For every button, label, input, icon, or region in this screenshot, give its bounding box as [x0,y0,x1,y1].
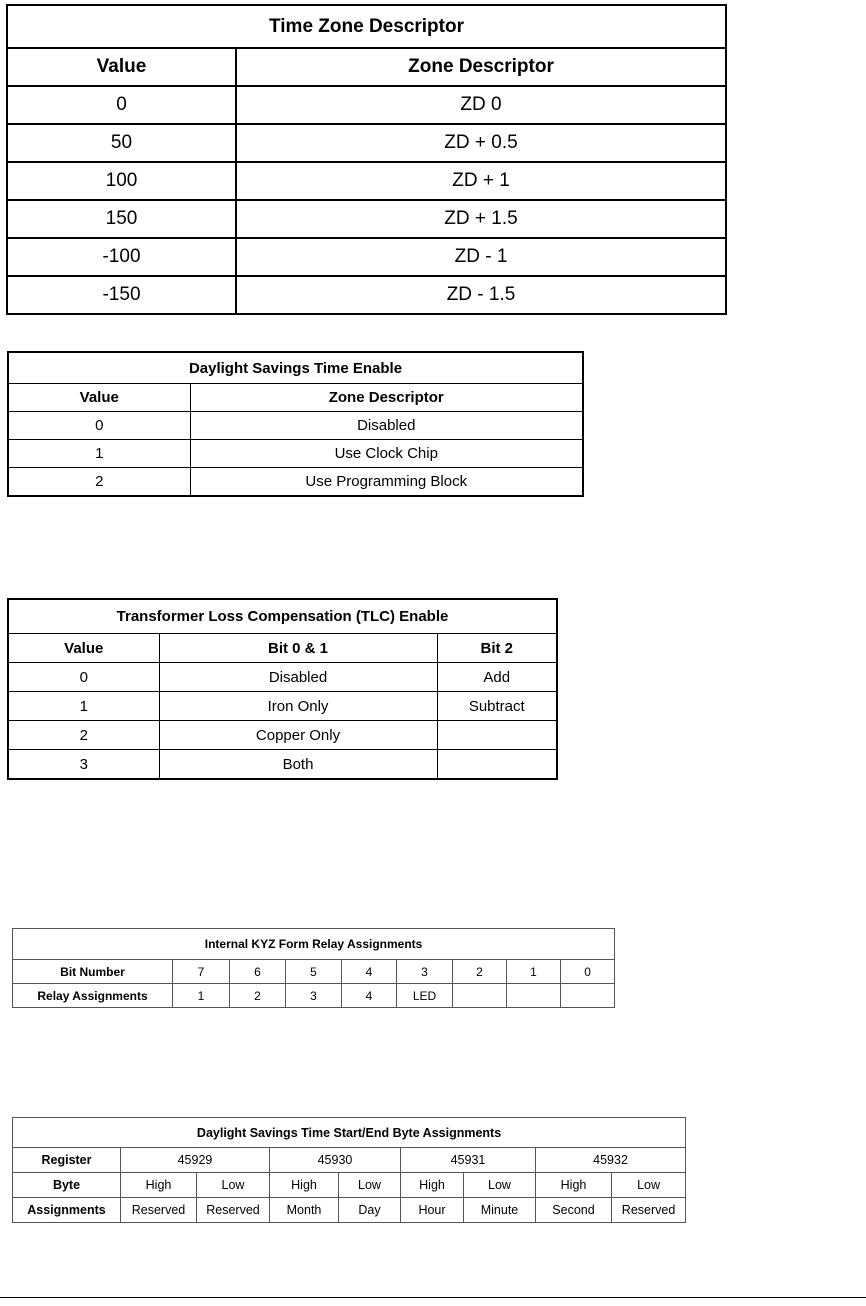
bit2-cell [437,750,557,780]
table-title: Internal KYZ Form Relay Assignments [13,929,615,960]
bit01-cell: Copper Only [159,721,437,750]
assignment-cell: 1 [173,984,230,1008]
bit-cell: 7 [173,960,230,984]
column-header: Value [7,48,236,86]
assignment-cell [453,984,507,1008]
byte-cell: Low [464,1173,536,1198]
value-cell: 0 [8,663,159,692]
table-row [8,412,583,440]
table-row [8,440,583,468]
register-cell: 45930 [270,1148,401,1173]
bit01-cell: Both [159,750,437,780]
tlc-enable-table [7,598,558,780]
table-title: Transformer Loss Compensation (TLC) Enable [8,599,557,634]
descriptor-cell: ZD + 1 [236,162,726,200]
value-cell: 1 [8,440,190,468]
bit2-cell [437,721,557,750]
table-row [7,162,726,200]
value-cell: 0 [7,86,236,124]
value-cell: 3 [8,750,159,780]
bit2-cell: Subtract [437,692,557,721]
column-header: Zone Descriptor [190,384,583,412]
register-cell: 45931 [401,1148,536,1173]
table-row [7,200,726,238]
table-row [8,692,557,721]
bit2-cell: Add [437,663,557,692]
descriptor-cell: ZD - 1 [236,238,726,276]
bit-cell: 6 [230,960,286,984]
column-header: Value [8,634,159,663]
assignment-cell: Minute [464,1198,536,1223]
value-cell: 150 [7,200,236,238]
table-title: Daylight Savings Time Enable [8,352,583,384]
assignment-cell: Second [536,1198,612,1223]
assignment-cell [561,984,615,1008]
row-header: Byte [13,1173,121,1198]
value-cell: -100 [7,238,236,276]
descriptor-cell: ZD - 1.5 [236,276,726,314]
time-zone-descriptor-table [6,4,727,315]
dst-byte-assignments-table [12,1117,686,1223]
assignment-cell: Month [270,1198,339,1223]
assignment-cell [507,984,561,1008]
value-cell: 2 [8,721,159,750]
column-header: Bit 2 [437,634,557,663]
byte-cell: High [121,1173,197,1198]
bit-cell: 2 [453,960,507,984]
descriptor-cell: Use Programming Block [190,468,583,497]
assignment-cell: Day [339,1198,401,1223]
descriptor-cell: ZD + 0.5 [236,124,726,162]
value-cell: 0 [8,412,190,440]
table-row [7,124,726,162]
table-row [8,663,557,692]
value-cell: 1 [8,692,159,721]
table-row [8,750,557,780]
row-header: Assignments [13,1198,121,1223]
row-header: Register [13,1148,121,1173]
assignment-cell: LED [397,984,453,1008]
assignment-cell: Reserved [612,1198,686,1223]
table-row [13,984,615,1008]
descriptor-cell: ZD 0 [236,86,726,124]
table-row [13,1148,686,1173]
table-title: Time Zone Descriptor [7,5,726,48]
table-row [13,1198,686,1223]
kyz-relay-table [12,928,615,1008]
assignment-cell: Reserved [121,1198,197,1223]
column-header: Bit 0 & 1 [159,634,437,663]
value-cell: 50 [7,124,236,162]
byte-cell: High [270,1173,339,1198]
byte-cell: Low [339,1173,401,1198]
table-row [13,1173,686,1198]
assignment-cell: 4 [342,984,397,1008]
table-row [7,86,726,124]
byte-cell: Low [197,1173,270,1198]
assignment-cell: 3 [286,984,342,1008]
bit-cell: 5 [286,960,342,984]
descriptor-cell: ZD + 1.5 [236,200,726,238]
descriptor-cell: Disabled [190,412,583,440]
bit-cell: 1 [507,960,561,984]
byte-cell: High [401,1173,464,1198]
descriptor-cell: Use Clock Chip [190,440,583,468]
table-title: Daylight Savings Time Start/End Byte Assignments [13,1118,686,1148]
column-header: Zone Descriptor [236,48,726,86]
bit-cell: 0 [561,960,615,984]
bit01-cell: Iron Only [159,692,437,721]
register-cell: 45932 [536,1148,686,1173]
row-header: Relay Assignments [13,984,173,1008]
assignment-cell: Reserved [197,1198,270,1223]
byte-cell: High [536,1173,612,1198]
column-header: Value [8,384,190,412]
row-header: Bit Number [13,960,173,984]
value-cell: 2 [8,468,190,497]
assignment-cell: Hour [401,1198,464,1223]
table-row [7,276,726,314]
table-row [8,721,557,750]
footer-rule [0,1297,866,1298]
table-row [7,238,726,276]
table-row [13,960,615,984]
register-cell: 45929 [121,1148,270,1173]
bit01-cell: Disabled [159,663,437,692]
assignment-cell: 2 [230,984,286,1008]
table-row [8,468,583,497]
value-cell: -150 [7,276,236,314]
bit-cell: 4 [342,960,397,984]
byte-cell: Low [612,1173,686,1198]
dst-enable-table [7,351,584,497]
value-cell: 100 [7,162,236,200]
bit-cell: 3 [397,960,453,984]
